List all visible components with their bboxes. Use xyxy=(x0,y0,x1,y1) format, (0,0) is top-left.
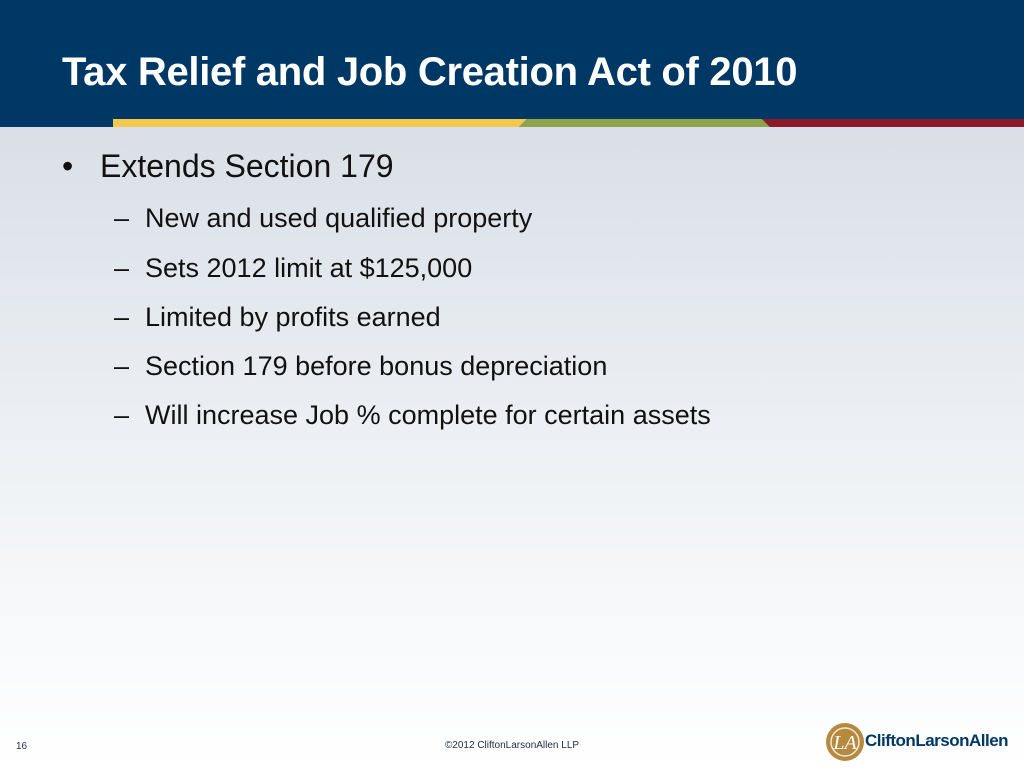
dash-marker: – xyxy=(114,203,130,233)
logo-mark-letters: LA xyxy=(833,732,857,754)
slide-title: Tax Relief and Job Creation Act of 2010 xyxy=(62,50,798,94)
page-number: 16 xyxy=(16,741,28,752)
sub-bullet-text: Limited by profits earned xyxy=(145,302,441,332)
bullet-text: Extends Section 179 xyxy=(100,148,394,184)
sub-bullet-text: Will increase Job % complete for certain assets xyxy=(145,400,711,430)
dash-marker: – xyxy=(114,253,130,283)
accent-stripe xyxy=(0,119,1024,127)
sub-bullet-text: New and used qualified property xyxy=(145,203,533,233)
dash-marker: – xyxy=(114,400,130,430)
bullet-marker: • xyxy=(62,148,74,184)
title-banner xyxy=(0,0,1024,119)
dash-marker: – xyxy=(114,351,130,381)
sub-bullet-text: Section 179 before bonus depreciation xyxy=(145,351,608,381)
logo-mark-icon xyxy=(825,722,865,762)
dash-marker: – xyxy=(114,302,130,332)
logo-wordmark: CliftonLarsonAllen xyxy=(865,731,1009,750)
company-logo xyxy=(825,722,1020,762)
copyright-notice: ©2012 CliftonLarsonAllen LLP xyxy=(444,740,580,751)
sub-bullet-text: Sets 2012 limit at $125,000 xyxy=(145,253,473,283)
